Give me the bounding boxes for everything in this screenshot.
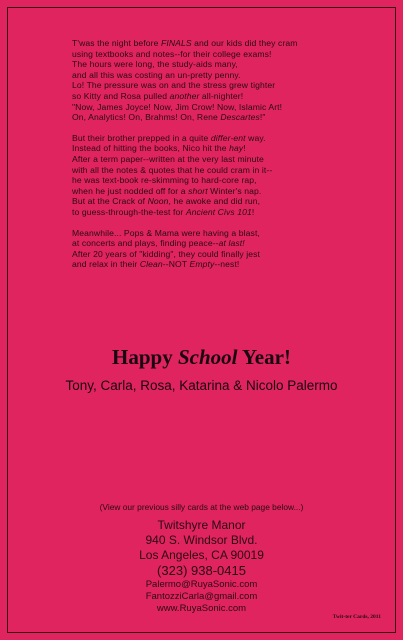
poem-emphasis: short bbox=[188, 185, 208, 196]
poem-line: "Now, James Joyce! Now, Jim Crow! Now, Islamic Art! bbox=[72, 101, 283, 112]
address-city: Los Angeles, CA 90019 bbox=[139, 548, 264, 562]
poem-stanza-3 bbox=[72, 228, 372, 270]
address-name: Twitshyre Manor bbox=[157, 518, 246, 532]
poem-emphasis: Ancient Civs 101 bbox=[185, 206, 252, 217]
greeting-year: Year! bbox=[237, 345, 291, 369]
address-street: 940 S. Windsor Blvd. bbox=[145, 533, 258, 547]
card-credit: Twit-ter Cards, 2011 bbox=[332, 614, 381, 620]
poem-emphasis: Descartes bbox=[220, 112, 260, 123]
poem-line: After a term paper--written at the very last minute bbox=[72, 153, 264, 164]
poem-line: Meanwhile... Pops & Mama were having a blast, bbox=[72, 227, 260, 238]
poem-line: The hours were long, the study-aids many, bbox=[72, 59, 238, 70]
greeting-happy: Happy bbox=[112, 345, 178, 369]
poem-line: Lo! The pressure was on and the stress grew tighter bbox=[72, 80, 276, 91]
poem-stanza-2 bbox=[72, 133, 372, 218]
website-link[interactable]: www.RuyaSonic.com bbox=[156, 603, 247, 614]
poem-line: After 20 years of "kidding", they could finally jest bbox=[72, 248, 261, 259]
email-fantozzi[interactable]: FantozziCarla@gmail.com bbox=[145, 591, 258, 602]
poem-line: But their brother prepped in a quite differ-ent way. bbox=[72, 132, 266, 143]
poem-emphasis: at last! bbox=[218, 238, 245, 249]
poem-line: when he just nodded off for a short Winter's nap. bbox=[72, 185, 262, 196]
email-palermo[interactable]: Palermo@RuyaSonic.com bbox=[145, 579, 258, 590]
poem-emphasis: Noon bbox=[147, 196, 169, 207]
poem-emphasis: Clean bbox=[139, 259, 163, 270]
poem bbox=[72, 38, 372, 280]
contact-block bbox=[0, 502, 403, 615]
greeting-school: School bbox=[177, 345, 238, 369]
poem-line: to guess-through-the-test for Ancient Civs 101! bbox=[72, 206, 255, 217]
poem-line: with all the notes & quotes that he could cram in it-- bbox=[72, 164, 273, 175]
poem-line: Instead of hitting the books, Nico hit the hay! bbox=[72, 143, 246, 154]
phone-number: (323) 938-0415 bbox=[157, 563, 246, 578]
poem-line: and all this was costing an un-pretty penny. bbox=[72, 69, 241, 80]
web-note: (View our previous silly cards at the web page below...) bbox=[99, 502, 304, 512]
poem-line: T'was the night before FINALS and our kids did they cram bbox=[72, 38, 298, 48]
poem-emphasis: another bbox=[169, 90, 200, 101]
poem-emphasis: Empty bbox=[189, 259, 215, 270]
family-signature: Tony, Carla, Rosa, Katarina & Nicolo Palermo bbox=[65, 378, 338, 393]
poem-line: using textbooks and notes--for their college exams! bbox=[72, 48, 272, 59]
poem-line: But at the Crack of Noon, he awoke and did run, bbox=[72, 196, 261, 207]
poem-line: and relax in their Clean--NOT Empty--nest! bbox=[72, 259, 240, 270]
address bbox=[0, 518, 403, 578]
poem-line: he was text-book re-skimming to hard-core rap, bbox=[72, 175, 257, 186]
poem-line: On, Analytics! On, Brahms! On, Rene Descartes!" bbox=[72, 112, 266, 123]
poem-line: so Kitty and Rosa pulled another all-nighter! bbox=[72, 90, 244, 101]
poem-emphasis: hay bbox=[229, 143, 244, 154]
poem-line: at concerts and plays, finding peace--at last! bbox=[72, 238, 245, 249]
greeting-headline bbox=[0, 345, 403, 370]
poem-stanza-1 bbox=[72, 38, 372, 123]
online-contacts bbox=[0, 579, 403, 615]
poem-emphasis: differ-ent bbox=[210, 132, 246, 143]
poem-emphasis: FINALS bbox=[160, 38, 192, 48]
